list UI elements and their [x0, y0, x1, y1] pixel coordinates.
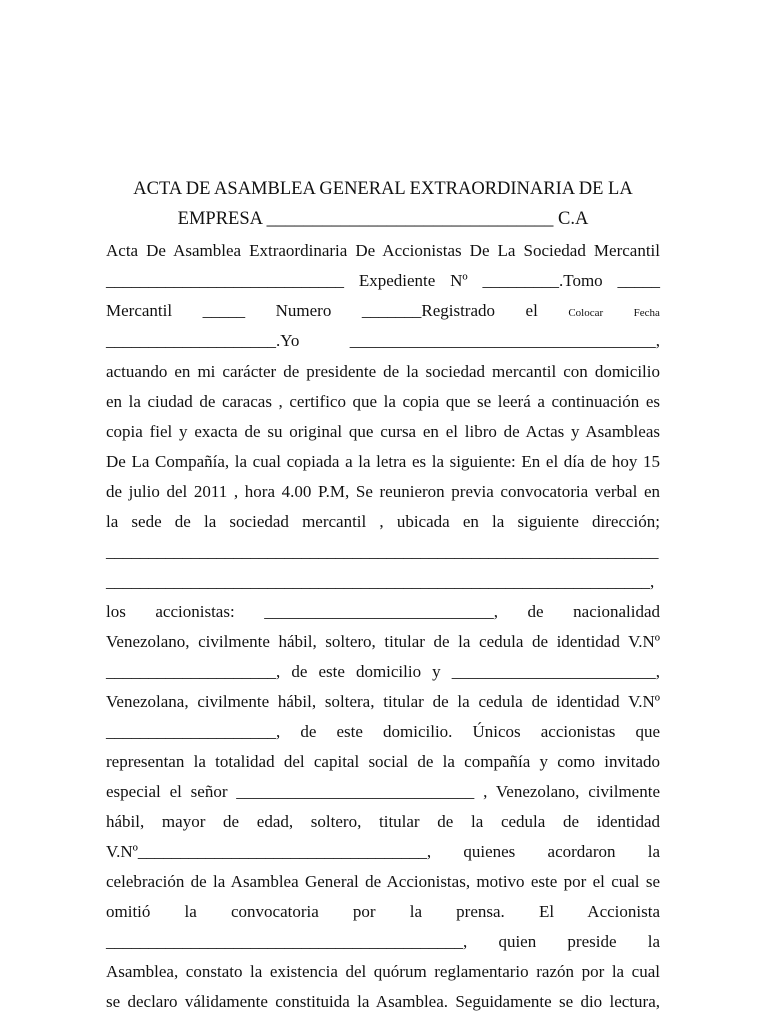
body-line-6: en la ciudad de caracas , certifico que la copia que se leerá a continuación es: [106, 392, 660, 411]
body-line-4: ____________________.Yo ____________________________________,: [106, 331, 660, 350]
body-line-16: Venezolana, civilmente hábil, soltera, titular de la cedula de identidad V.Nº: [106, 692, 660, 711]
body-line-26: se declaro válidamente constituida la Asamblea. Seguidamente se dio lectura,: [106, 992, 660, 1011]
body-line-10: la sede de la sociedad mercantil , ubicada en la siguiente dirección;: [106, 512, 660, 531]
body-line-3: [106, 300, 660, 322]
body-line-24: __________________________________________, quien preside la: [106, 932, 660, 951]
body-line-3-word-registrado: _______Registrado: [361, 301, 496, 320]
body-line-17: ____________________, de este domicilio. Únicos accionistas que: [106, 722, 660, 741]
body-line-9: de julio del 2011 , hora 4.00 P.M, Se reunieron previa convocatoria verbal en: [106, 482, 660, 501]
body-line-14: Venezolano, civilmente hábil, soltero, titular de la cedula de identidad V.Nº: [106, 632, 660, 651]
body-line-3-word-mercantil: Mercantil: [106, 301, 173, 320]
body-line-3-placeholder-colocar: Colocar: [568, 307, 604, 319]
body-line-11: _________________________________________________________________: [106, 542, 659, 561]
document-title-line-1: ACTA DE ASAMBLEA GENERAL EXTRAORDINARIA DE LA: [133, 179, 633, 199]
body-line-3-placeholder-fecha: Fecha: [633, 307, 660, 319]
body-line-22: celebración de la Asamblea General de Accionistas, motivo este por el cual se: [106, 872, 660, 891]
body-line-15: ____________________, de este domicilio y ________________________,: [106, 662, 660, 681]
body-line-12: ________________________________________________________________,: [106, 572, 655, 591]
body-line-20: hábil, mayor de edad, soltero, titular de la cedula de identidad: [106, 812, 660, 831]
body-line-1: Acta De Asamblea Extraordinaria De Accionistas De La Sociedad Mercantil: [106, 241, 660, 260]
body-line-3-word-el: el: [525, 301, 538, 320]
body-line-3-blank: _____: [202, 301, 246, 320]
body-line-13: los accionistas: ___________________________, de nacionalidad: [106, 602, 660, 621]
document-title-line-2: EMPRESA _______________________________ C.A: [177, 209, 589, 229]
body-line-2: ____________________________ Expediente Nº _________.Tomo _____: [106, 271, 660, 290]
body-line-19: especial el señor ____________________________ , Venezolano, civilmente: [106, 782, 660, 801]
body-line-25: Asamblea, constato la existencia del quórum reglamentario razón por la cual: [106, 962, 660, 981]
body-line-8: De La Compañía, la cual copiada a la letra es la siguiente: En el día de hoy 15: [106, 452, 660, 471]
body-line-5: actuando en mi carácter de presidente de la sociedad mercantil con domicilio: [106, 362, 660, 381]
body-line-3-word-numero: Numero: [275, 301, 332, 320]
body-line-21: V.Nº__________________________________, quienes acordaron la: [106, 842, 660, 861]
body-line-7: copia fiel y exacta de su original que cursa en el libro de Actas y Asambleas: [106, 422, 660, 441]
body-line-23: omitió la convocatoria por la prensa. El Accionista: [106, 902, 660, 921]
body-line-18: representan la totalidad del capital social de la compañía y como invitado: [106, 752, 660, 771]
